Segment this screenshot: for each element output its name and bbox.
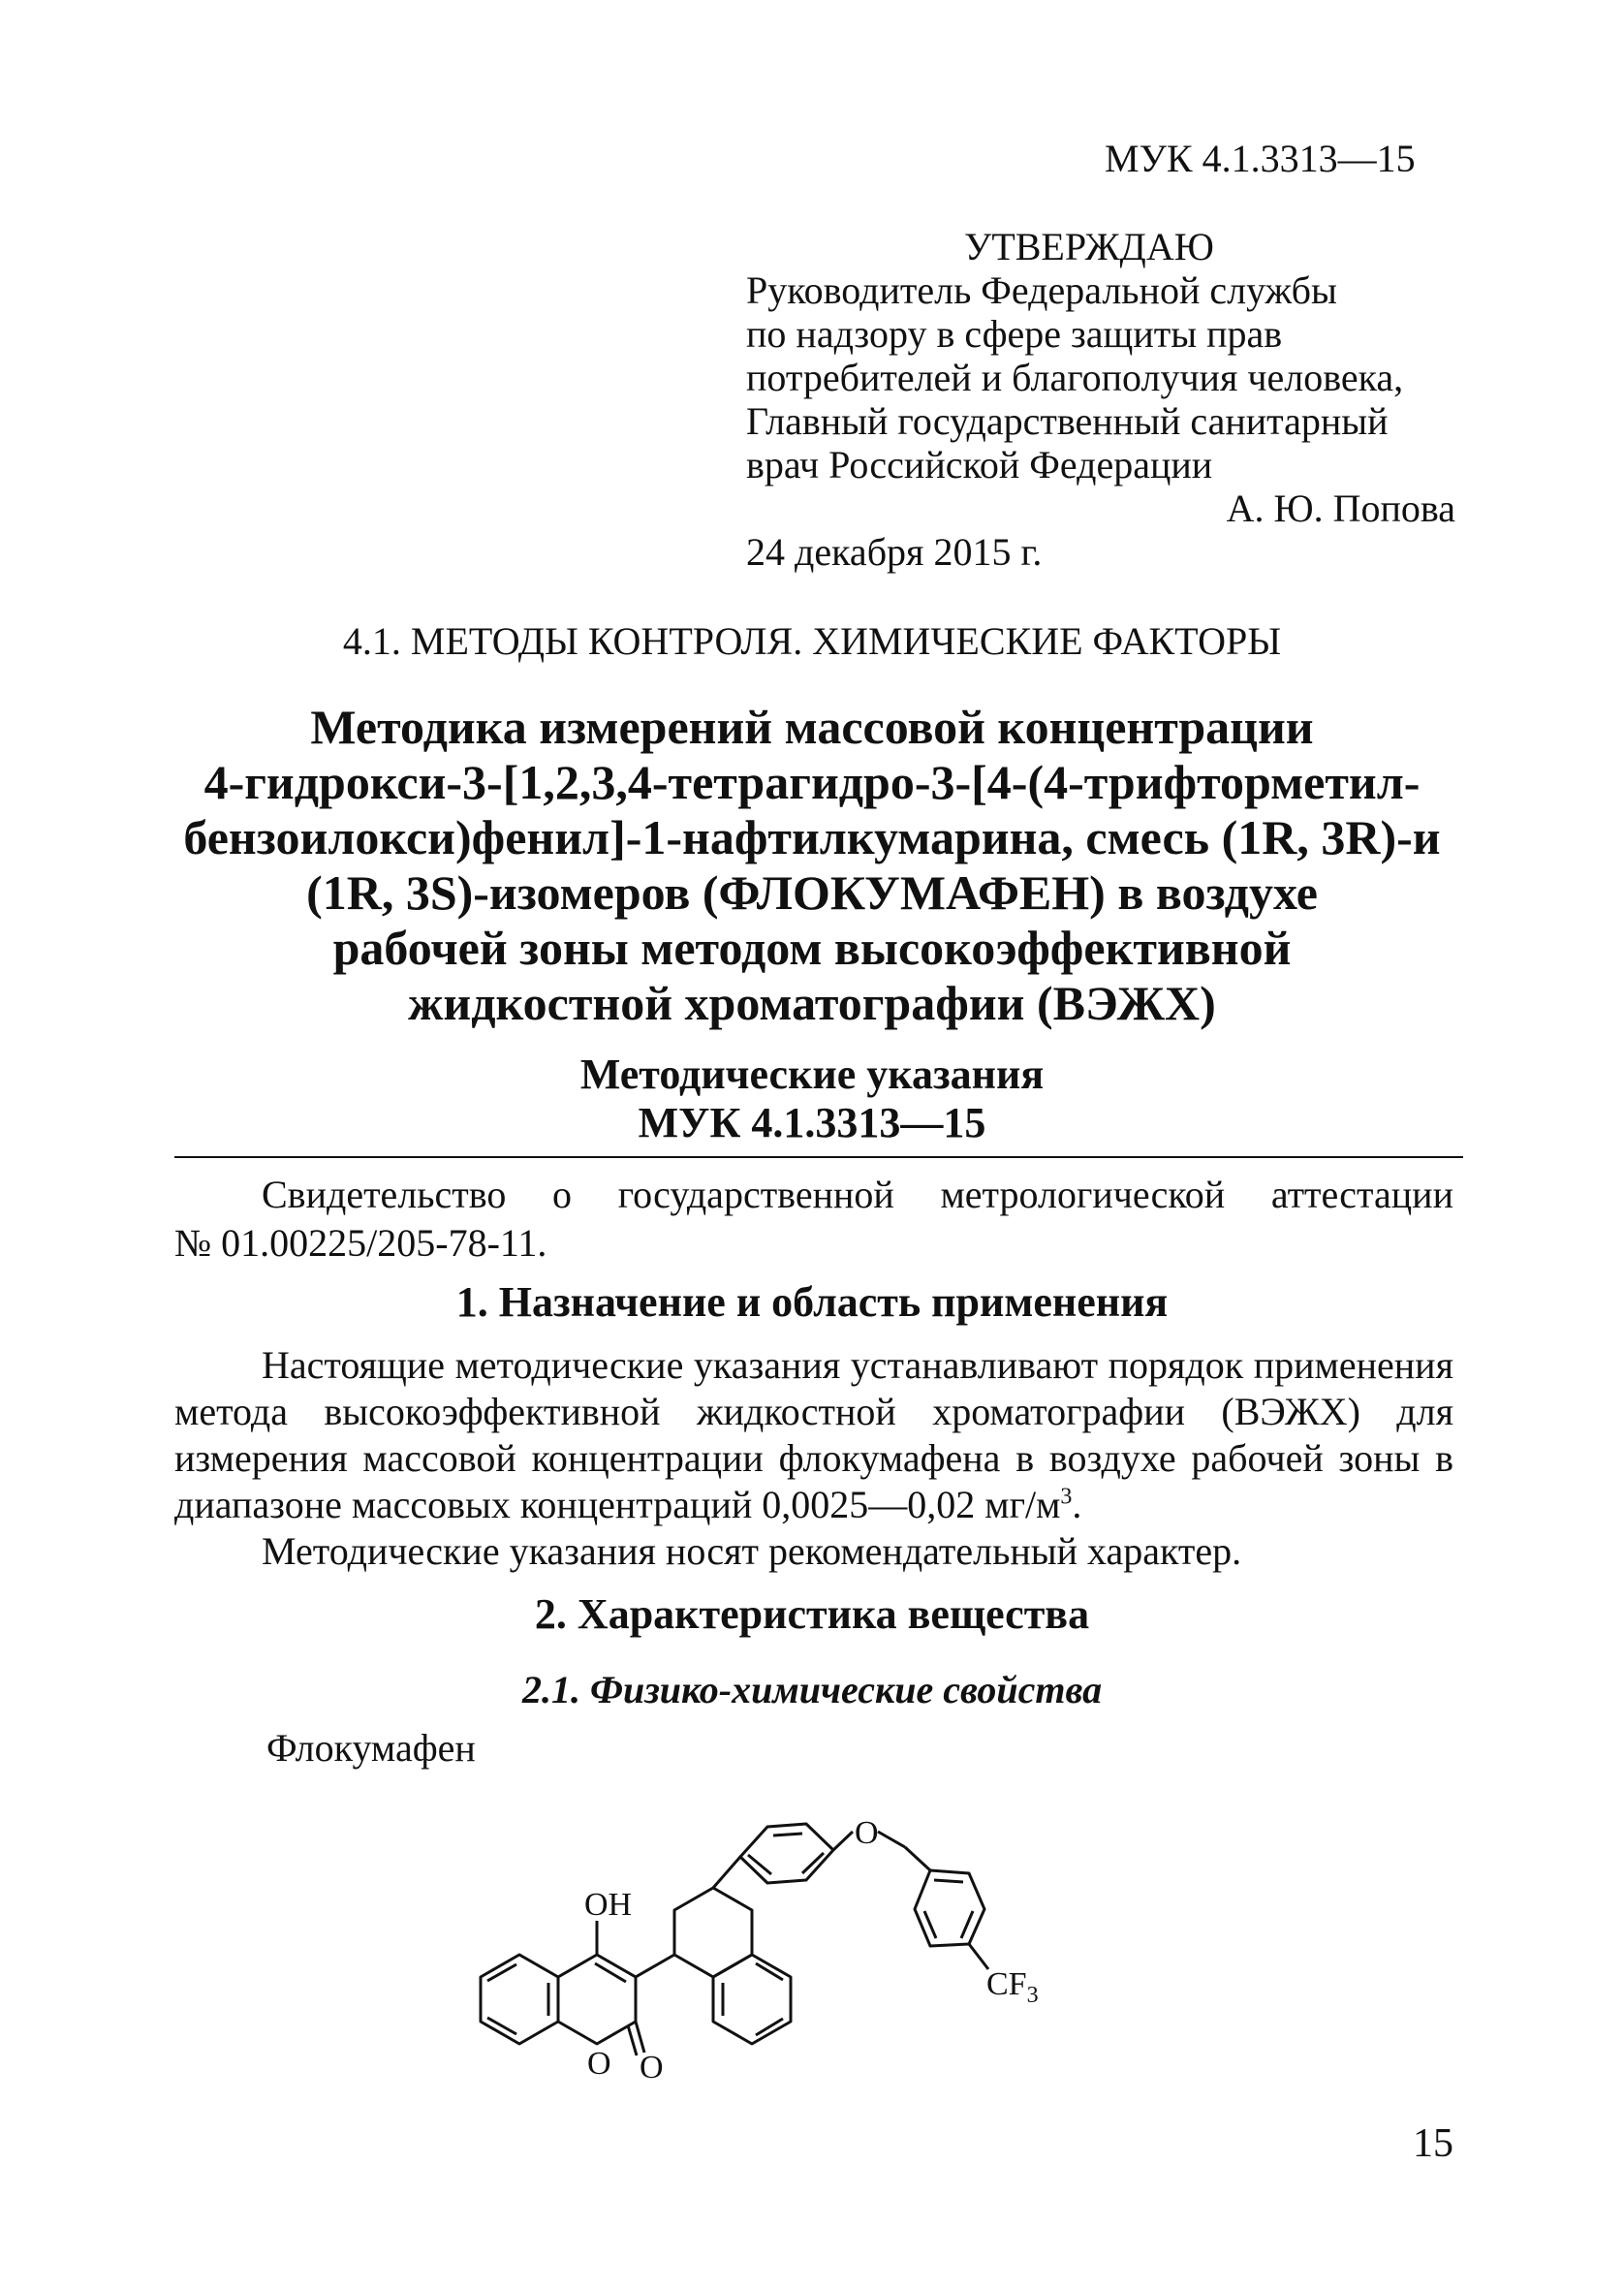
- certificate-number: № 01.00225/205-78-11.: [174, 1221, 547, 1265]
- section-purpose-body: [174, 1342, 1453, 1575]
- title-line: 4-гидрокси-3-[1,2,3,4-тетрагидро-3-[4-(4-трифторметил-: [203, 755, 1421, 809]
- document-title: [145, 700, 1479, 1031]
- approval-date: 24 декабря 2015 г.: [746, 530, 1043, 574]
- document-code: МУК 4.1.3313—15: [1105, 137, 1416, 180]
- cf3-label: $CF_3$: [986, 1966, 1039, 2008]
- approval-block: [746, 225, 1463, 574]
- certificate-word: метрологической: [940, 1173, 1226, 1216]
- carbonyl-oxygen-label: O: [640, 2050, 664, 2086]
- document-subtitle: [145, 1051, 1479, 1147]
- certificate-statement: [174, 1171, 1453, 1268]
- approval-signer: А. Ю. Попова: [1226, 486, 1455, 530]
- oh-label: OH: [584, 1887, 633, 1923]
- subtitle-code: МУК 4.1.3313—15: [638, 1099, 986, 1146]
- certificate-word: аттестации: [1270, 1173, 1453, 1216]
- pyranone-ring: [558, 1955, 636, 2044]
- approval-title: УТВЕРЖДАЮ: [964, 225, 1214, 268]
- title-line: рабочей зоны методом высокоэффективной: [332, 921, 1292, 975]
- subtitle-line: Методические указания: [579, 1051, 1045, 1098]
- substance-name: Флокумафен: [266, 1726, 476, 1770]
- approval-line: по надзору в сфере защиты прав: [746, 312, 1283, 356]
- naphthyl-benzene-ring: [713, 1955, 791, 2044]
- section-heading: 4.1. МЕТОДЫ КОНТРОЛЯ. ХИМИЧЕСКИЕ ФАКТОРЫ: [342, 619, 1282, 663]
- certificate-word: о: [552, 1173, 573, 1216]
- horizontal-rule: [174, 1156, 1463, 1158]
- phenyl-ring: [740, 1824, 833, 1883]
- page-number: 15: [1413, 2121, 1453, 2166]
- title-line: Методика измерений массовой концентрации: [310, 700, 1314, 754]
- section-title-purpose: 1. Назначение и область применения: [455, 1278, 1169, 1326]
- paragraph: Настоящие методические указания устанавливают порядок применения метода высокоэффективной жидкостной хроматографии (ВЭЖХ) для измерения массовой концентрации флокумафена в воздухе рабочей зоны в диапазоне массовых концентраций 0,0025—0,02 $мг/м^3$.: [174, 1343, 1453, 1526]
- approval-line: Руководитель Федеральной службы: [746, 268, 1337, 312]
- tetrahydro-ring: [674, 1888, 752, 1977]
- title-line: (1R, 3S)-изомеров (ФЛОКУМАФЕН) в воздухе: [306, 865, 1318, 920]
- chemical-structure-diagram: [446, 1754, 1434, 2161]
- approval-line: потребителей и благополучия человека,: [746, 356, 1404, 399]
- approval-line: Главный государственный санитарный: [746, 399, 1389, 443]
- subsection-title: 2.1. Физико-химические свойства: [521, 1668, 1103, 1711]
- section-title-characteristics: 2. Характеристика вещества: [534, 1590, 1090, 1638]
- ether-oxygen-label: O: [855, 1815, 879, 1851]
- title-line: жидкостной хроматографии (ВЭЖХ): [408, 976, 1216, 1030]
- title-line: бензоилокси)фенил]-1-нафтилкумарина, смесь (1R, 3R)-и: [183, 810, 1441, 864]
- certificate-word: Свидетельство: [262, 1173, 507, 1216]
- certificate-word: государственной: [617, 1173, 894, 1216]
- ring-oxygen-label: O: [587, 2046, 611, 2082]
- coumarin-benzene-ring: [481, 1955, 558, 2044]
- approval-line: врач Российской Федерации: [746, 443, 1213, 486]
- paragraph: Методические указания носят рекомендательный характер.: [262, 1529, 1242, 1573]
